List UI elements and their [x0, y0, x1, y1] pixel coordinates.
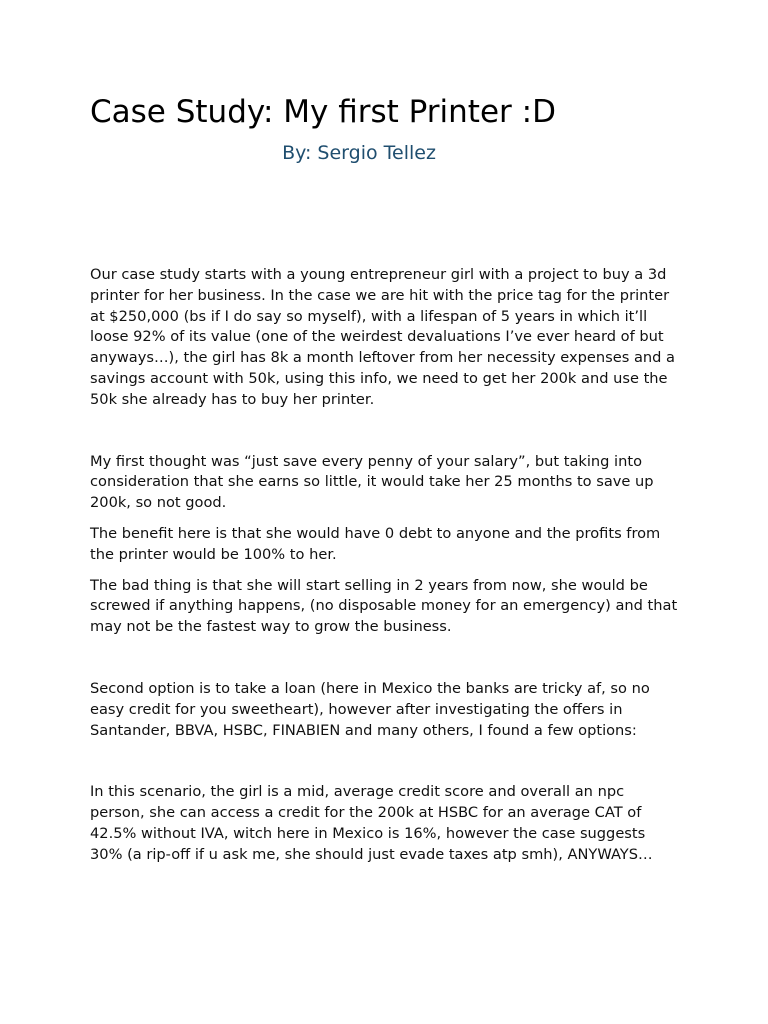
paragraph-intro: Our case study starts with a young entrepreneur girl with a project to buy a 3d printer for her business. In the case we are hit with the price tag for the printer at $250,000 (bs if I do say so myself), with a lifespan of 5 years in which it’ll loose 92% of its value (one of the weirdest devaluations I’ve ever heard of but anyways…), the girl has 8k a month leftover from her necessity expenses and a savings account with 50k, using this info, we need to get her 200k and use the 50k she already has to buy her printer. — [90, 266, 675, 408]
document-body — [90, 265, 680, 866]
document-author: By: Sergio Tellez — [282, 142, 436, 164]
paragraph-bad-thing: The bad thing is that she will start selling in 2 years from now, she would be screwed if anything happens, (no disposable money for an emergency) and that may not be the fastest way to grow the business. — [90, 576, 678, 636]
document-title: Case Study: My first Printer :D — [90, 94, 556, 130]
paragraph-first-thought: My first thought was “just save every penny of your salary”, but taking into consideration that she earns so little, it would take her 25 months to save up 200k, so not good. — [90, 452, 654, 512]
paragraph-scenario: In this scenario, the girl is a mid, average credit score and overall an npc person, she can access a credit for the 200k at HSBC for an average CAT of 42.5% without IVA, witch here in Mexico is 16%, however the case suggests 30% (a rip-off if u ask me, she should just evade taxes atp smh), ANYWAYS… — [90, 783, 653, 863]
paragraph-second-option: Second option is to take a loan (here in Mexico the banks are tricky af, so no easy credit for you sweetheart), however after investigating the offers in Santander, BBVA, HSBC, FINABIEN and many others, I found a few options: — [90, 679, 650, 739]
paragraph-benefit: The benefit here is that she would have 0 debt to anyone and the profits from the printer would be 100% to her. — [90, 524, 661, 563]
